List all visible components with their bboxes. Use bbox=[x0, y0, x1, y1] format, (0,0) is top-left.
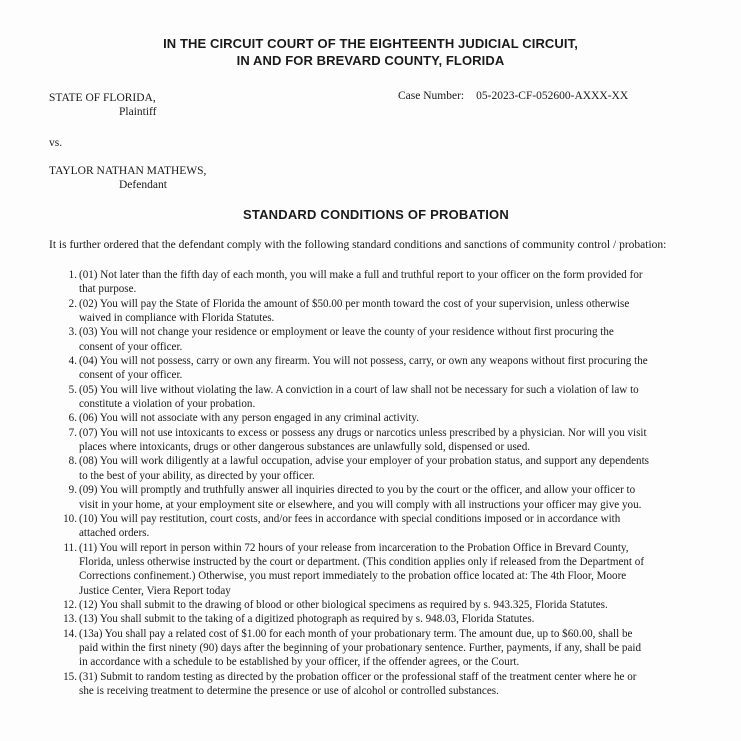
condition-text: (08) You will work diligently at a lawful occupation, advise your employer of your probation status, and support any dependents to the best of your ability, as directed by your officer. bbox=[79, 455, 649, 482]
condition-item bbox=[0, 627, 649, 670]
condition-number: 6. bbox=[68, 412, 77, 425]
condition-item bbox=[0, 670, 649, 699]
case-number bbox=[398, 89, 628, 103]
section-title: STANDARD CONDITIONS OF PROBATION bbox=[243, 207, 509, 222]
condition-text: (13a) You shall pay a related cost of $1.00 for each month of your probationary term. The amount due, up to $60.00, shall be paid within the first ninety (90) days after the beginning of your probationary sentence. Further, payments, if any, shall be paid in accordance with a schedule to be established by your officer, if the offender agrees, or the Court. bbox=[79, 627, 641, 669]
condition-number: 10. bbox=[63, 512, 77, 525]
defendant-name: TAYLOR NATHAN MATHEWS, bbox=[49, 165, 207, 177]
case-number-label: Case Number: bbox=[398, 90, 465, 102]
condition-text: (05) You will live without violating the law. A conviction in a court of law shall not be necessary for such a violation of law to constitute a violation of your probation. bbox=[79, 383, 639, 411]
condition-number: 4. bbox=[68, 355, 77, 368]
defendant-role: Defendant bbox=[119, 179, 167, 191]
condition-item bbox=[0, 297, 649, 326]
condition-item bbox=[0, 483, 649, 512]
court-heading-line-1: IN THE CIRCUIT COURT OF THE EIGHTEENTH JUDICIAL CIRCUIT, bbox=[163, 36, 578, 51]
condition-text: (09) You will promptly and truthfully answer all inquiries directed to you by the court or the officer, and allow your officer to visit in your home, at your employment site or elsewhere, and you will comply with all instructions your officer may give you. bbox=[79, 484, 642, 511]
condition-number: 3. bbox=[68, 326, 77, 339]
condition-item bbox=[0, 383, 649, 412]
condition-number: 14. bbox=[63, 627, 77, 640]
condition-item bbox=[0, 325, 649, 354]
conditions-list bbox=[0, 268, 741, 698]
condition-text: (06) You will not associate with any person engaged in any criminal activity. bbox=[79, 412, 420, 425]
condition-item bbox=[0, 454, 649, 483]
condition-text: (11) You will report in person within 72 hours of your release from incarceration to the Probation Office in Brevard County, Florida, unless otherwise instructed by the court or department. (This condition applies only if released from the Department of Corrections confinement.) Otherwise, you must report immediately to the probation office located at: The 4th Floor, Moore Justice Center, Viera Report today bbox=[79, 541, 645, 597]
condition-text: (13) You shall submit to the taking of a digitized photograph as required by s. 948.03, Florida Statutes. bbox=[79, 613, 535, 626]
intro-paragraph: It is further ordered that the defendant comply with the following standard conditions and sanctions of community control / probation: bbox=[49, 239, 667, 251]
condition-number: 11. bbox=[63, 541, 77, 554]
condition-number: 2. bbox=[68, 297, 77, 310]
versus-label: vs. bbox=[49, 137, 63, 149]
case-number-value: 05-2023-CF-052600-AXXX-XX bbox=[476, 90, 629, 102]
condition-item bbox=[0, 411, 649, 425]
condition-number: 1. bbox=[68, 269, 77, 281]
condition-text: (31) Submit to random testing as directed by the probation officer or the professional staff of the treatment center where he or she is receiving treatment to determine the presence or use of alcohol or controlled substances. bbox=[79, 670, 637, 697]
condition-item bbox=[0, 268, 649, 297]
condition-number: 13. bbox=[63, 613, 77, 626]
condition-text: (02) You will pay the State of Florida the amount of $50.00 per month toward the cost of your supervision, unless otherwise waived in compliance with Florida Statutes. bbox=[79, 297, 630, 325]
plaintiff-name: STATE OF FLORIDA, bbox=[49, 92, 156, 104]
court-heading-line-2: IN AND FOR BREVARD COUNTY, FLORIDA bbox=[236, 53, 505, 68]
condition-text: (04) You will not possess, carry or own any firearm. You will not possess, carry, or own any weapons without first procuring the consent of your officer. bbox=[79, 355, 648, 382]
condition-text: (01) Not later than the fifth day of each month, you will make a full and truthful report to your officer on the form provided for that purpose. bbox=[79, 269, 643, 296]
condition-number: 7. bbox=[68, 426, 77, 439]
condition-item bbox=[0, 426, 649, 455]
condition-item bbox=[0, 612, 649, 626]
condition-text: (03) You will not change your residence or employment or leave the county of your residence without first procuring the consent of your officer. bbox=[79, 326, 614, 353]
condition-item bbox=[0, 354, 649, 383]
condition-item bbox=[0, 598, 649, 612]
condition-number: 12. bbox=[63, 598, 77, 611]
condition-number: 8. bbox=[68, 455, 77, 468]
condition-number: 9. bbox=[68, 484, 77, 497]
condition-text: (10) You will pay restitution, court costs, and/or fees in accordance with special conditions imposed or in accordance with attached orders. bbox=[79, 512, 621, 540]
condition-text: (07) You will not use intoxicants to excess or possess any drugs or narcotics unless prescribed by a physician. Nor will you visit places where intoxicants, drugs or other dangerous substances are unlawfully sold, dispensed or used. bbox=[79, 426, 647, 454]
condition-number: 15. bbox=[63, 670, 77, 683]
condition-text: (12) You shall submit to the drawing of blood or other biological specimens as required by s. 943.325, Florida Statutes. bbox=[79, 598, 608, 611]
plaintiff-role: Plaintiff bbox=[119, 106, 157, 118]
condition-number: 5. bbox=[68, 383, 77, 396]
condition-item bbox=[0, 512, 649, 541]
condition-item bbox=[0, 541, 649, 598]
court-heading bbox=[0, 35, 741, 69]
